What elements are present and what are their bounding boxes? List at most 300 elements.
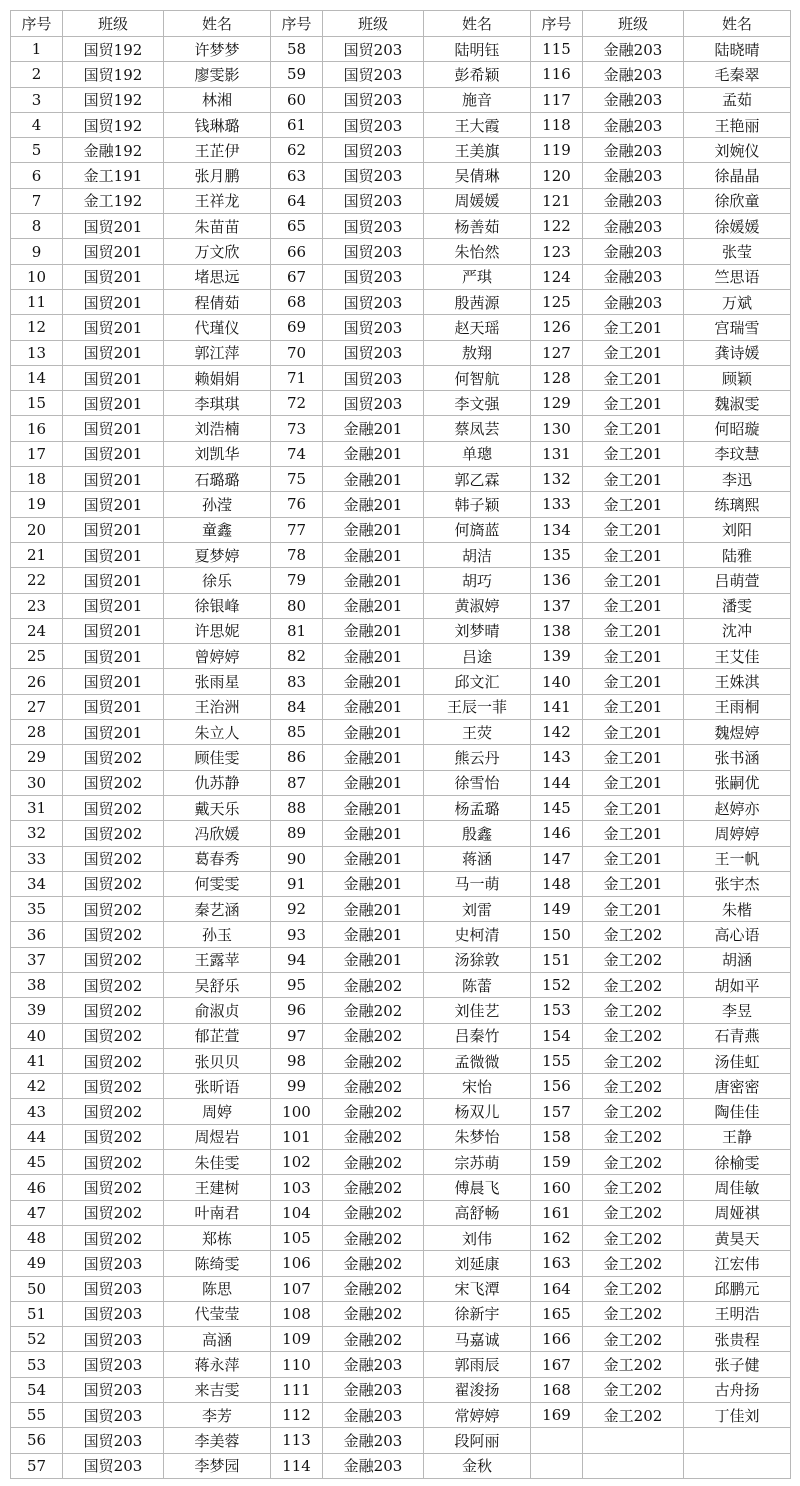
cell-name: 代莹莹 (164, 1301, 271, 1326)
cell-name: 丁佳刘 (684, 1403, 791, 1428)
cell-class: 金融202 (323, 1301, 424, 1326)
cell-serial: 166 (531, 1327, 583, 1352)
cell-class: 国贸202 (63, 795, 164, 820)
cell-name: 马一萌 (424, 871, 531, 896)
cell-class: 金融201 (323, 517, 424, 542)
table-row (11, 644, 791, 669)
cell-name: 陆雅 (684, 542, 791, 567)
cell-class: 国贸201 (63, 568, 164, 593)
cell-name: 陈思 (164, 1276, 271, 1301)
cell-serial: 97 (271, 1023, 323, 1048)
cell-name: 敖翔 (424, 340, 531, 365)
cell-name: 史柯清 (424, 922, 531, 947)
cell-name: 蒋涵 (424, 846, 531, 871)
table-body (11, 37, 791, 1479)
cell-serial: 2 (11, 62, 63, 87)
cell-class: 国贸201 (63, 618, 164, 643)
cell-class: 国贸201 (63, 315, 164, 340)
cell-serial: 11 (11, 289, 63, 314)
cell-serial: 18 (11, 467, 63, 492)
cell-serial: 128 (531, 365, 583, 390)
cell-serial: 87 (271, 770, 323, 795)
cell-serial: 131 (531, 441, 583, 466)
cell-name: 金秋 (424, 1453, 531, 1478)
cell-serial: 41 (11, 1048, 63, 1073)
table-row (11, 795, 791, 820)
cell-serial: 145 (531, 795, 583, 820)
cell-name: 来吉雯 (164, 1377, 271, 1402)
cell-name: 刘婉仪 (684, 138, 791, 163)
cell-name: 李昱 (684, 998, 791, 1023)
cell-serial: 29 (11, 745, 63, 770)
cell-class: 国贸203 (323, 315, 424, 340)
cell-name: 王艳丽 (684, 112, 791, 137)
cell-name: 夏梦婷 (164, 542, 271, 567)
cell-serial: 21 (11, 542, 63, 567)
cell-serial: 153 (531, 998, 583, 1023)
cell-class: 金融203 (323, 1377, 424, 1402)
cell-class: 金融201 (323, 644, 424, 669)
cell-class: 金工201 (583, 871, 684, 896)
cell-serial: 133 (531, 492, 583, 517)
table-row (11, 618, 791, 643)
cell-class: 金融201 (323, 467, 424, 492)
cell-class: 金工201 (583, 694, 684, 719)
cell-name: 蒋永萍 (164, 1352, 271, 1377)
table-row (11, 947, 791, 972)
cell-name: 王艾佳 (684, 644, 791, 669)
table-row (11, 1023, 791, 1048)
cell-serial: 86 (271, 745, 323, 770)
cell-serial: 123 (531, 239, 583, 264)
cell-name: 徐乐 (164, 568, 271, 593)
cell-serial: 127 (531, 340, 583, 365)
table-row (11, 138, 791, 163)
cell-serial: 57 (11, 1453, 63, 1478)
cell-serial: 106 (271, 1251, 323, 1276)
cell-serial: 136 (531, 568, 583, 593)
table-row (11, 416, 791, 441)
cell-class: 金工201 (583, 441, 684, 466)
cell-class: 金融201 (323, 821, 424, 846)
table-row (11, 1175, 791, 1200)
cell-class: 金融202 (323, 1175, 424, 1200)
table-row (11, 239, 791, 264)
cell-serial: 4 (11, 112, 63, 137)
cell-class: 国贸202 (63, 1200, 164, 1225)
cell-name: 胡如平 (684, 972, 791, 997)
cell-class: 金融202 (323, 1200, 424, 1225)
cell-name: 胡洁 (424, 542, 531, 567)
cell-serial: 20 (11, 517, 63, 542)
cell-class: 国贸203 (63, 1352, 164, 1377)
cell-serial: 99 (271, 1074, 323, 1099)
cell-name: 赖娟娟 (164, 365, 271, 390)
cell-class: 国贸201 (63, 340, 164, 365)
cell-serial: 34 (11, 871, 63, 896)
cell-name: 张子健 (684, 1352, 791, 1377)
cell-serial: 141 (531, 694, 583, 719)
cell-serial: 51 (11, 1301, 63, 1326)
cell-class: 金工202 (583, 1150, 684, 1175)
cell-class: 国贸202 (63, 1099, 164, 1124)
cell-serial: 67 (271, 264, 323, 289)
table-row (11, 214, 791, 239)
cell-name: 周娅祺 (684, 1200, 791, 1225)
cell-serial: 135 (531, 542, 583, 567)
table-row (11, 1074, 791, 1099)
cell-name: 杨善茹 (424, 214, 531, 239)
cell-serial: 83 (271, 669, 323, 694)
cell-name: 俞淑贞 (164, 998, 271, 1023)
cell-serial: 159 (531, 1150, 583, 1175)
cell-serial: 114 (271, 1453, 323, 1478)
cell-name: 王露苹 (164, 947, 271, 972)
cell-serial: 154 (531, 1023, 583, 1048)
cell-serial: 162 (531, 1225, 583, 1250)
cell-class: 金工202 (583, 1023, 684, 1048)
table-row (11, 972, 791, 997)
cell-serial: 52 (11, 1327, 63, 1352)
cell-serial: 155 (531, 1048, 583, 1073)
cell-class: 金工202 (583, 972, 684, 997)
cell-class: 金融202 (323, 1276, 424, 1301)
cell-serial: 17 (11, 441, 63, 466)
cell-serial: 74 (271, 441, 323, 466)
cell-serial: 5 (11, 138, 63, 163)
cell-serial: 116 (531, 62, 583, 87)
table-row (11, 1251, 791, 1276)
cell-name: 许思妮 (164, 618, 271, 643)
cell-serial: 68 (271, 289, 323, 314)
cell-name: 龚诗媛 (684, 340, 791, 365)
cell-serial: 8 (11, 214, 63, 239)
cell-class: 金工202 (583, 1276, 684, 1301)
cell-name: 周婷 (164, 1099, 271, 1124)
cell-class: 金融203 (323, 1403, 424, 1428)
cell-class: 国贸203 (323, 365, 424, 390)
table-header (11, 11, 791, 37)
cell-serial: 45 (11, 1150, 63, 1175)
cell-class: 金工201 (583, 770, 684, 795)
cell-serial: 6 (11, 163, 63, 188)
cell-name: 王芷伊 (164, 138, 271, 163)
cell-name: 陈蕾 (424, 972, 531, 997)
cell-class: 国贸202 (63, 1048, 164, 1073)
cell-class: 金融203 (583, 264, 684, 289)
cell-class: 金融202 (323, 1099, 424, 1124)
cell-name: 徐欣童 (684, 188, 791, 213)
cell-serial: 152 (531, 972, 583, 997)
cell-class: 金工201 (583, 897, 684, 922)
table-row (11, 289, 791, 314)
cell-name: 王美旗 (424, 138, 531, 163)
cell-name: 赵天瑶 (424, 315, 531, 340)
cell-serial: 92 (271, 897, 323, 922)
cell-name: 王祥龙 (164, 188, 271, 213)
cell-serial: 104 (271, 1200, 323, 1225)
cell-serial: 164 (531, 1276, 583, 1301)
cell-class: 国贸202 (63, 871, 164, 896)
cell-serial: 144 (531, 770, 583, 795)
table-row (11, 492, 791, 517)
roster-table (10, 10, 791, 1479)
cell-name: 何雯雯 (164, 871, 271, 896)
cell-name: 赵婷亦 (684, 795, 791, 820)
cell-name: 徐媛媛 (684, 214, 791, 239)
cell-serial: 132 (531, 467, 583, 492)
cell-name: 王明浩 (684, 1301, 791, 1326)
cell-name: 邱文汇 (424, 669, 531, 694)
table-row (11, 112, 791, 137)
table-row (11, 1352, 791, 1377)
cell-serial: 64 (271, 188, 323, 213)
cell-class: 国贸201 (63, 264, 164, 289)
cell-serial: 43 (11, 1099, 63, 1124)
cell-name: 张宇杰 (684, 871, 791, 896)
cell-serial: 169 (531, 1403, 583, 1428)
cell-class: 金融202 (323, 998, 424, 1023)
cell-class: 金融201 (323, 593, 424, 618)
cell-class: 金工202 (583, 1124, 684, 1149)
cell-name: 高舒畅 (424, 1200, 531, 1225)
cell-name: 孟茹 (684, 87, 791, 112)
cell-class: 金融202 (323, 972, 424, 997)
cell-name: 王荧 (424, 720, 531, 745)
cell-serial: 12 (11, 315, 63, 340)
cell-class (583, 1428, 684, 1453)
cell-name: 钱琳璐 (164, 112, 271, 137)
table-row (11, 1403, 791, 1428)
cell-serial: 71 (271, 365, 323, 390)
cell-name: 万斌 (684, 289, 791, 314)
cell-serial: 77 (271, 517, 323, 542)
cell-serial: 75 (271, 467, 323, 492)
cell-class: 金融203 (583, 188, 684, 213)
cell-class: 国贸203 (323, 37, 424, 62)
cell-name: 叶南君 (164, 1200, 271, 1225)
cell-class: 金工202 (583, 1175, 684, 1200)
table-row (11, 188, 791, 213)
cell-serial: 35 (11, 897, 63, 922)
cell-serial: 98 (271, 1048, 323, 1073)
cell-name: 刘梦晴 (424, 618, 531, 643)
table-row (11, 720, 791, 745)
cell-class: 金工201 (583, 821, 684, 846)
cell-name: 张贝贝 (164, 1048, 271, 1073)
cell-class: 金工201 (583, 745, 684, 770)
cell-name: 李梦园 (164, 1453, 271, 1478)
table-row (11, 264, 791, 289)
cell-class: 国贸202 (63, 947, 164, 972)
cell-class: 金融203 (583, 214, 684, 239)
cell-class: 国贸202 (63, 1225, 164, 1250)
header-class: 班级 (323, 11, 424, 37)
cell-name: 高心语 (684, 922, 791, 947)
cell-class: 金融201 (323, 542, 424, 567)
cell-serial: 25 (11, 644, 63, 669)
cell-name: 石璐璐 (164, 467, 271, 492)
cell-name: 唐密密 (684, 1074, 791, 1099)
table-row (11, 821, 791, 846)
cell-serial: 32 (11, 821, 63, 846)
cell-serial: 38 (11, 972, 63, 997)
cell-name: 徐新宇 (424, 1301, 531, 1326)
cell-class: 金工201 (583, 669, 684, 694)
cell-name: 孟微微 (424, 1048, 531, 1073)
cell-class: 国贸203 (323, 112, 424, 137)
cell-class: 金工201 (583, 644, 684, 669)
cell-class: 金工202 (583, 1225, 684, 1250)
cell-serial: 137 (531, 593, 583, 618)
table-row (11, 87, 791, 112)
cell-name: 何昭璇 (684, 416, 791, 441)
cell-class: 金融201 (323, 897, 424, 922)
cell-class: 国贸203 (323, 264, 424, 289)
cell-name: 张贵程 (684, 1327, 791, 1352)
cell-serial: 10 (11, 264, 63, 289)
table-row (11, 467, 791, 492)
cell-name: 古舟扬 (684, 1377, 791, 1402)
cell-class: 国贸202 (63, 1175, 164, 1200)
cell-class: 金工202 (583, 1377, 684, 1402)
cell-name: 王雨桐 (684, 694, 791, 719)
cell-name: 汤狳敦 (424, 947, 531, 972)
header-serial: 序号 (11, 11, 63, 37)
cell-serial: 94 (271, 947, 323, 972)
cell-class: 金融201 (323, 947, 424, 972)
cell-class: 金工201 (583, 517, 684, 542)
cell-name: 常婷婷 (424, 1403, 531, 1428)
cell-name: 胡巧 (424, 568, 531, 593)
cell-name: 杨双儿 (424, 1099, 531, 1124)
cell-serial: 70 (271, 340, 323, 365)
cell-class: 国贸201 (63, 365, 164, 390)
cell-name: 李迅 (684, 467, 791, 492)
cell-name: 严琪 (424, 264, 531, 289)
cell-serial: 30 (11, 770, 63, 795)
cell-name: 宗苏萌 (424, 1150, 531, 1175)
cell-name (684, 1453, 791, 1478)
cell-serial: 73 (271, 416, 323, 441)
cell-name: 葛春秀 (164, 846, 271, 871)
cell-serial: 23 (11, 593, 63, 618)
cell-class: 金融192 (63, 138, 164, 163)
cell-class: 金融203 (583, 138, 684, 163)
cell-name: 刘佳艺 (424, 998, 531, 1023)
cell-name: 黄昊天 (684, 1225, 791, 1250)
cell-serial: 146 (531, 821, 583, 846)
cell-class: 国贸202 (63, 897, 164, 922)
table-row (11, 669, 791, 694)
cell-serial: 50 (11, 1276, 63, 1301)
cell-serial: 27 (11, 694, 63, 719)
cell-class: 国贸202 (63, 1074, 164, 1099)
cell-class: 金融203 (583, 163, 684, 188)
cell-class: 国贸203 (323, 239, 424, 264)
table-row (11, 694, 791, 719)
cell-class: 金融203 (583, 289, 684, 314)
cell-name: 竺思语 (684, 264, 791, 289)
cell-name: 戴天乐 (164, 795, 271, 820)
header-row (11, 11, 791, 37)
cell-class (583, 1453, 684, 1478)
cell-class: 国贸203 (63, 1327, 164, 1352)
header-name: 姓名 (684, 11, 791, 37)
cell-name: 宋飞潭 (424, 1276, 531, 1301)
cell-name: 郑栋 (164, 1225, 271, 1250)
cell-serial: 26 (11, 669, 63, 694)
cell-serial: 48 (11, 1225, 63, 1250)
cell-name: 翟浚扬 (424, 1377, 531, 1402)
cell-class: 金融203 (323, 1352, 424, 1377)
cell-name: 张月鹏 (164, 163, 271, 188)
cell-class: 金融201 (323, 568, 424, 593)
cell-name: 刘延康 (424, 1251, 531, 1276)
cell-name: 施音 (424, 87, 531, 112)
table-row (11, 1099, 791, 1124)
cell-serial: 85 (271, 720, 323, 745)
cell-class: 金工202 (583, 998, 684, 1023)
header-class: 班级 (63, 11, 164, 37)
cell-serial: 7 (11, 188, 63, 213)
cell-serial: 138 (531, 618, 583, 643)
cell-name: 练璃熙 (684, 492, 791, 517)
cell-name: 郭雨辰 (424, 1352, 531, 1377)
cell-name: 彭希颖 (424, 62, 531, 87)
table-row (11, 391, 791, 416)
cell-name: 朱怡然 (424, 239, 531, 264)
cell-serial: 79 (271, 568, 323, 593)
cell-serial: 143 (531, 745, 583, 770)
cell-serial: 69 (271, 315, 323, 340)
cell-serial: 36 (11, 922, 63, 947)
cell-name: 刘阳 (684, 517, 791, 542)
cell-class: 金融202 (323, 1327, 424, 1352)
cell-class: 金工202 (583, 947, 684, 972)
cell-class: 金融201 (323, 770, 424, 795)
table-row (11, 1453, 791, 1478)
cell-serial: 124 (531, 264, 583, 289)
header-class: 班级 (583, 11, 684, 37)
cell-name: 程倩茹 (164, 289, 271, 314)
cell-serial: 130 (531, 416, 583, 441)
cell-serial: 149 (531, 897, 583, 922)
cell-name: 曾婷婷 (164, 644, 271, 669)
cell-name: 吴倩琳 (424, 163, 531, 188)
cell-name: 李芳 (164, 1403, 271, 1428)
table-row (11, 315, 791, 340)
cell-name: 朱梦怡 (424, 1124, 531, 1149)
cell-serial: 163 (531, 1251, 583, 1276)
cell-name: 单璁 (424, 441, 531, 466)
cell-name: 周媛媛 (424, 188, 531, 213)
cell-name: 刘凯华 (164, 441, 271, 466)
cell-name: 秦艺涵 (164, 897, 271, 922)
cell-name: 汤佳虹 (684, 1048, 791, 1073)
cell-serial: 78 (271, 542, 323, 567)
cell-name: 郭江萍 (164, 340, 271, 365)
cell-serial: 101 (271, 1124, 323, 1149)
cell-serial: 44 (11, 1124, 63, 1149)
cell-name: 万文欣 (164, 239, 271, 264)
cell-class: 金融201 (323, 669, 424, 694)
cell-class: 金工201 (583, 365, 684, 390)
table-row (11, 568, 791, 593)
cell-serial: 82 (271, 644, 323, 669)
cell-name: 周煜岩 (164, 1124, 271, 1149)
cell-name: 沈冲 (684, 618, 791, 643)
